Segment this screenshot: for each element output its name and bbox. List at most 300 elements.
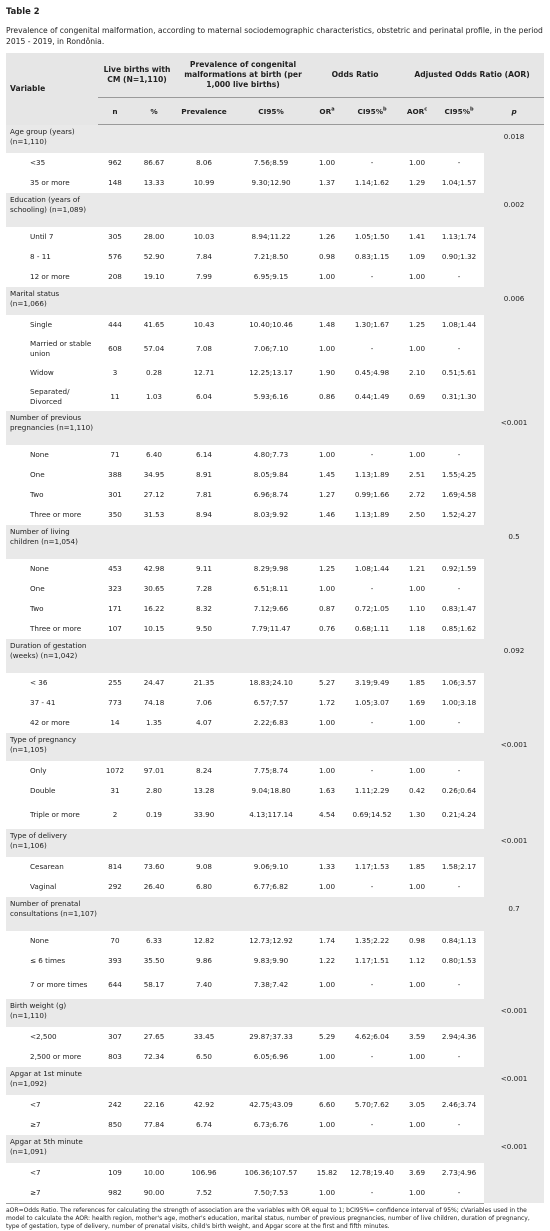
cell-percent: 16.22 [143, 603, 165, 613]
table-row [6, 1027, 544, 1047]
cell-or-ci: - [370, 717, 374, 727]
cell-percent: 27.12 [143, 489, 165, 499]
row-label: Double [30, 785, 56, 795]
row-label: Married or stable union [30, 338, 92, 358]
cell-aor-ci: 0.83;1.47 [441, 603, 477, 613]
cell-or: 1.63 [319, 785, 336, 795]
group-row [6, 733, 544, 761]
cell-ci95: 106.36;107.57 [244, 1167, 298, 1177]
cell-or-ci: 1.35;2.22 [354, 935, 390, 945]
cell-aor-ci: 1.08;1.44 [441, 319, 477, 329]
cell-percent: 1.35 [146, 717, 163, 727]
cell-aor-ci: 1.58;2.17 [441, 861, 477, 871]
cell-percent: 41.65 [143, 319, 165, 329]
cell-n: 171 [108, 603, 122, 613]
group-label: Duration of gestation (weeks) (n=1,042) [6, 639, 98, 673]
cell-percent: 19.10 [143, 271, 165, 281]
cell-or-ci: 1.17;1.51 [354, 955, 390, 965]
cell-ci95: 8.03;9.92 [253, 509, 289, 519]
cell-aor-ci: 1.00;3.18 [441, 697, 477, 707]
cell-aor: 0.42 [409, 785, 426, 795]
cell-prevalence: 6.14 [196, 449, 213, 459]
row-label: Separated/ Divorced [30, 386, 70, 406]
cell-or: 1.27 [319, 489, 336, 499]
cell-prevalence: 4.07 [196, 717, 213, 727]
cell-prevalence: 8.91 [196, 469, 213, 479]
cell-ci95: 6.05;6.96 [253, 1051, 289, 1061]
cell-aor-ci: 0.31;1.30 [441, 391, 477, 401]
results-table [6, 53, 544, 1204]
table-row [6, 335, 544, 363]
row-label: 2,500 or more [30, 1051, 82, 1061]
cell-ci95: 7.79;11.47 [251, 623, 291, 633]
cell-prevalence: 10.43 [193, 319, 215, 329]
cell-n: 242 [108, 1099, 122, 1109]
cell-n: 388 [108, 469, 122, 479]
row-label: Single [30, 319, 53, 329]
table-header [6, 53, 544, 125]
cell-aor-ci: - [434, 1183, 484, 1204]
cell-or-ci: - [370, 881, 374, 891]
cell-aor: 1.21 [409, 563, 426, 573]
cell-or: 1.00 [319, 157, 336, 167]
cell-aor-ci: 0.85;1.62 [441, 623, 477, 633]
group-label: Number of living children (n=1,054) [6, 525, 98, 559]
table-row [6, 931, 544, 951]
cell-or-ci: 0.45;4.98 [354, 367, 390, 377]
cell-prevalence: 12.71 [193, 367, 215, 377]
group-label: Apgar at 1st minute (n=1,092) [6, 1067, 98, 1095]
cell-aor-ci: - [457, 979, 461, 989]
cell-percent: 24.47 [143, 677, 165, 687]
cell-or-ci: 5.70;7.62 [354, 1099, 390, 1109]
p-value: <0.001 [484, 829, 544, 897]
cell-percent: 52.90 [143, 251, 165, 261]
cell-percent: 26.40 [143, 881, 165, 891]
cell-or: 1.00 [319, 881, 336, 891]
cell-ci95: 7.56;8.59 [253, 157, 289, 167]
cell-aor: 1.25 [409, 319, 426, 329]
cell-n: 307 [108, 1031, 122, 1041]
row-label: Cesarean [30, 861, 64, 871]
group-label: Number of prenatal consultations (n=1,107) [6, 897, 98, 931]
cell-or: 1.00 [310, 1183, 344, 1204]
cell-ci95: 7.06;7.10 [253, 343, 289, 353]
cell-n: 608 [108, 343, 122, 353]
cell-ci95: 7.50;7.53 [232, 1183, 310, 1204]
table-row [6, 227, 544, 247]
cell-n: 803 [108, 1051, 122, 1061]
cell-ci95: 4.13;117.14 [249, 809, 293, 819]
cell-or: 1.74 [319, 935, 336, 945]
cell-aor-ci: - [457, 1051, 461, 1061]
group-filler [98, 287, 484, 315]
cell-aor-ci: - [457, 157, 461, 167]
table-row [6, 1095, 544, 1115]
table-row [6, 465, 544, 485]
table-row [6, 363, 544, 383]
group-filler [98, 733, 484, 761]
table-row [6, 599, 544, 619]
cell-n: 71 [110, 449, 120, 459]
cell-n: 70 [110, 935, 120, 945]
cell-percent: 0.19 [146, 809, 163, 819]
cell-aor: 1.00 [409, 1119, 426, 1129]
cell-aor: 3.05 [409, 1099, 426, 1109]
cell-or-ci: 3.19;9.49 [354, 677, 390, 687]
group-row [6, 125, 544, 153]
table-row [6, 693, 544, 713]
cell-ci95: 42.75;43.09 [249, 1099, 293, 1109]
cell-ci95: 9.06;9.10 [253, 861, 289, 871]
cell-or: 1.00 [319, 449, 336, 459]
cell-percent: 72.34 [143, 1051, 165, 1061]
row-label: Two [30, 489, 44, 499]
cell-aor: 1.69 [409, 697, 426, 707]
cell-or: 1.46 [319, 509, 336, 519]
cell-percent: 27.65 [143, 1031, 165, 1041]
cell-percent: 28.00 [143, 231, 165, 241]
row-label: 42 or more [30, 717, 70, 727]
cell-aor: 3.59 [409, 1031, 426, 1041]
cell-or: 1.22 [319, 955, 336, 965]
cell-n: 1072 [105, 765, 125, 775]
group-row [6, 897, 544, 931]
cell-ci95: 6.73;6.76 [253, 1119, 289, 1129]
table-row [6, 801, 544, 829]
cell-aor-ci: - [457, 343, 461, 353]
cell-percent: 0.28 [146, 367, 163, 377]
cell-percent: 77.84 [143, 1119, 165, 1129]
cell-prevalence: 8.24 [196, 765, 213, 775]
cell-prevalence: 106.96 [191, 1167, 217, 1177]
cell-aor: 0.98 [409, 935, 426, 945]
cell-prevalence: 10.03 [193, 231, 215, 241]
group-filler [98, 125, 484, 153]
cell-aor: 1.00 [409, 583, 426, 593]
row-label: ≤ 6 times [30, 955, 66, 965]
cell-n: 644 [108, 979, 122, 989]
group-filler [98, 999, 484, 1027]
cell-or-ci: - [370, 583, 374, 593]
cell-or-ci: - [370, 271, 374, 281]
cell-aor: 2.72 [409, 489, 426, 499]
p-value: 0.5 [484, 525, 544, 639]
cell-or: 1.26 [319, 231, 336, 241]
cell-prevalence: 7.52 [176, 1183, 232, 1204]
cell-or-ci: - [370, 157, 374, 167]
p-value: <0.001 [484, 1135, 544, 1204]
cell-aor: 2.50 [409, 509, 426, 519]
cell-prevalence: 6.04 [196, 391, 213, 401]
cell-or-ci: 0.72;1.05 [354, 603, 390, 613]
cell-ci95: 6.77;6.82 [253, 881, 289, 891]
header-aor-sup: c [424, 106, 428, 113]
cell-or: 1.00 [319, 271, 336, 281]
row-label: Three or more [30, 623, 82, 633]
table-row [6, 877, 544, 897]
cell-aor-ci: 0.26;0.64 [441, 785, 477, 795]
cell-or: 4.54 [319, 809, 336, 819]
cell-or-ci: 1.13;1.89 [354, 509, 390, 519]
cell-aor-ci: - [457, 271, 461, 281]
header-aor-ci [434, 98, 484, 125]
row-label: Only [30, 765, 47, 775]
cell-ci95: 8.29;9.98 [253, 563, 289, 573]
header-live-births: Live births with CM (N=1,110) [98, 53, 176, 98]
cell-or: 1.37 [319, 177, 336, 187]
cell-aor-ci: 0.51;5.61 [441, 367, 477, 377]
cell-prevalence: 33.90 [193, 809, 215, 819]
cell-n: 2 [112, 809, 118, 819]
cell-prevalence: 6.80 [196, 881, 213, 891]
header-prevalence-group: Prevalence of congenital malformations at birth (per 1,000 live births) [176, 53, 310, 98]
cell-ci95: 9.30;12.90 [251, 177, 291, 187]
cell-ci95: 7.75;8.74 [253, 765, 289, 775]
cell-or: 0.98 [319, 251, 336, 261]
group-filler [98, 639, 484, 673]
group-filler [98, 411, 484, 445]
cell-percent: 42.98 [143, 563, 165, 573]
cell-prevalence: 8.06 [196, 157, 213, 167]
cell-or-ci: - [344, 1183, 400, 1204]
header-ci95: CI95% [232, 98, 310, 125]
cell-ci95: 6.51;8.11 [253, 583, 289, 593]
cell-or-ci: - [370, 979, 374, 989]
header-or [310, 98, 344, 125]
cell-percent: 10.15 [143, 623, 165, 633]
table-row [6, 173, 544, 193]
cell-prevalence: 21.35 [193, 677, 215, 687]
cell-or: 1.33 [319, 861, 336, 871]
cell-n: 107 [108, 623, 122, 633]
cell-ci95: 9.04;18.80 [251, 785, 291, 795]
cell-aor: 1.00 [409, 1051, 426, 1061]
group-filler [98, 525, 484, 559]
header-aor-text: AOR [406, 106, 425, 116]
cell-or-ci: 1.30;1.67 [354, 319, 390, 329]
cell-aor: 2.51 [409, 469, 426, 479]
row-label: 12 or more [30, 271, 70, 281]
row-label: None [30, 935, 49, 945]
cell-ci95: 5.93;6.16 [253, 391, 289, 401]
cell-aor-ci: 0.21;4.24 [441, 809, 477, 819]
cell-or: 1.25 [319, 563, 336, 573]
cell-or-ci: 1.05;3.07 [354, 697, 390, 707]
cell-ci95: 12.25;13.17 [249, 367, 293, 377]
cell-or: 0.76 [319, 623, 336, 633]
cell-aor: 0.69 [409, 391, 426, 401]
cell-aor: 1.00 [409, 157, 426, 167]
cell-or: 1.48 [319, 319, 336, 329]
group-filler [98, 1067, 484, 1095]
cell-aor: 1.00 [409, 343, 426, 353]
cell-aor-ci: - [457, 449, 461, 459]
cell-or: 1.00 [319, 583, 336, 593]
table-row [6, 673, 544, 693]
cell-or: 1.00 [319, 765, 336, 775]
table-row [6, 505, 544, 525]
p-value: 0.7 [484, 897, 544, 999]
row-label: ≥7 [30, 1119, 41, 1129]
cell-or-ci: - [370, 449, 374, 459]
cell-or-ci: 0.68;1.11 [354, 623, 390, 633]
cell-ci95: 9.83;9.90 [253, 955, 289, 965]
cell-percent: 6.40 [146, 449, 163, 459]
cell-n: 31 [110, 785, 120, 795]
cell-or: 1.00 [319, 343, 336, 353]
table-row [6, 267, 544, 287]
cell-percent: 97.01 [143, 765, 165, 775]
table-row [6, 857, 544, 877]
cell-aor: 1.00 [409, 979, 426, 989]
cell-or: 0.87 [319, 603, 336, 613]
cell-aor-ci: - [457, 765, 461, 775]
cell-n: 453 [108, 563, 122, 573]
table-row [6, 761, 544, 781]
table-row [6, 781, 544, 801]
cell-aor: 1.18 [409, 623, 426, 633]
cell-n: 814 [108, 861, 122, 871]
row-label: 7 or more times [30, 979, 88, 989]
cell-n: 3 [112, 367, 118, 377]
cell-aor-ci: - [457, 1119, 461, 1129]
row-label: 8 - 11 [30, 251, 51, 261]
cell-aor-ci: - [457, 881, 461, 891]
table-row [6, 619, 544, 639]
cell-or: 1.90 [319, 367, 336, 377]
cell-n: 982 [98, 1183, 132, 1204]
table-label: Table 2 [6, 6, 40, 16]
cell-aor-ci: 1.06;3.57 [441, 677, 477, 687]
p-value: <0.001 [484, 999, 544, 1067]
group-label: Education (years of schooling) (n=1,089) [6, 193, 98, 227]
cell-percent: 6.33 [146, 935, 163, 945]
cell-aor: 1.00 [409, 449, 426, 459]
cell-prevalence: 6.74 [196, 1119, 213, 1129]
table-row [6, 1047, 544, 1067]
header-aor-ci-text: CI95% [444, 106, 471, 116]
header-prevalence: Prevalence [176, 98, 232, 125]
table-caption: Prevalence of congenital malformation, according to maternal sociodemographic characteristics, obstetric and perinatal profile, in the period 2015 - 2019, in Rondônia. [6, 26, 543, 46]
table-row [6, 1183, 544, 1204]
group-label: Type of delivery (n=1,106) [6, 829, 98, 857]
group-filler [98, 1135, 484, 1163]
cell-or-ci: 1.14;1.62 [354, 177, 390, 187]
header-or-ci-sup: b [383, 106, 387, 113]
cell-prevalence: 7.81 [196, 489, 213, 499]
cell-ci95: 6.95;9.15 [253, 271, 289, 281]
row-label: <7 [30, 1167, 41, 1177]
cell-n: 301 [108, 489, 122, 499]
table-row [6, 951, 544, 971]
cell-aor: 1.00 [409, 271, 426, 281]
cell-n: 576 [108, 251, 122, 261]
cell-percent: 2.80 [146, 785, 163, 795]
cell-or-ci: 1.05;1.50 [354, 231, 390, 241]
cell-aor-ci: 1.69;4.58 [441, 489, 477, 499]
cell-or-ci: - [370, 765, 374, 775]
cell-aor-ci: 0.84;1.13 [441, 935, 477, 945]
cell-ci95: 6.57;7.57 [253, 697, 289, 707]
row-label: Vaginal [30, 881, 57, 891]
cell-prevalence: 6.50 [196, 1051, 213, 1061]
cell-or: 5.29 [319, 1031, 336, 1041]
table-row [6, 971, 544, 999]
cell-or: 1.00 [319, 1051, 336, 1061]
cell-aor-ci: 0.90;1.32 [441, 251, 477, 261]
cell-or: 1.00 [319, 1119, 336, 1129]
header-odds-ratio: Odds Ratio [310, 53, 400, 98]
cell-aor-ci: 2.46;3.74 [441, 1099, 477, 1109]
row-label: Three or more [30, 509, 82, 519]
cell-prevalence: 9.50 [196, 623, 213, 633]
cell-percent: 74.18 [143, 697, 165, 707]
cell-ci95: 7.12;9.66 [253, 603, 289, 613]
cell-percent: 13.33 [143, 177, 165, 187]
cell-or-ci: 1.17;1.53 [354, 861, 390, 871]
cell-or: 1.00 [319, 979, 336, 989]
cell-or: 1.00 [319, 717, 336, 727]
cell-ci95: 29.87;37.33 [249, 1031, 293, 1041]
cell-or-ci: 0.83;1.15 [354, 251, 390, 261]
table-row [6, 153, 544, 173]
cell-n: 393 [108, 955, 122, 965]
cell-or-ci: 0.44;1.49 [354, 391, 390, 401]
cell-ci95: 18.83;24.10 [249, 677, 293, 687]
table-row [6, 713, 544, 733]
group-row [6, 1067, 544, 1095]
cell-prevalence: 7.08 [196, 343, 213, 353]
cell-ci95: 7.21;8.50 [253, 251, 289, 261]
cell-aor: 1.00 [409, 717, 426, 727]
cell-aor: 1.41 [409, 231, 426, 241]
table-row [6, 445, 544, 465]
cell-or-ci: - [370, 1119, 374, 1129]
group-label: Number of previous pregnancies (n=1,110) [6, 411, 98, 445]
cell-n: 14 [110, 717, 120, 727]
cell-n: 148 [108, 177, 122, 187]
cell-prevalence: 8.94 [196, 509, 213, 519]
cell-prevalence: 7.99 [196, 271, 213, 281]
group-filler [98, 193, 484, 227]
cell-or-ci: 1.11;2.29 [354, 785, 390, 795]
cell-percent: 35.50 [143, 955, 165, 965]
cell-percent: 57.04 [143, 343, 165, 353]
header-n: n [98, 98, 132, 125]
row-label: One [30, 469, 45, 479]
group-label: Marital status (n=1,066) [6, 287, 98, 315]
cell-prevalence: 10.99 [193, 177, 215, 187]
table-row [6, 383, 544, 411]
p-value: 0.002 [484, 193, 544, 287]
group-row [6, 525, 544, 559]
cell-prevalence: 9.11 [196, 563, 213, 573]
cell-or-ci: 1.08;1.44 [354, 563, 390, 573]
group-filler [98, 829, 484, 857]
cell-percent: 10.00 [143, 1167, 165, 1177]
p-value: 0.006 [484, 287, 544, 411]
table-row [6, 559, 544, 579]
cell-aor-ci: - [457, 583, 461, 593]
row-label: < 36 [30, 677, 48, 687]
header-or-sup: a [331, 106, 335, 113]
cell-n: 208 [108, 271, 122, 281]
group-label: Birth weight (g) (n=1,110) [6, 999, 98, 1027]
cell-aor: 1.85 [409, 861, 426, 871]
cell-percent: 86.67 [143, 157, 165, 167]
cell-aor: 3.69 [409, 1167, 426, 1177]
